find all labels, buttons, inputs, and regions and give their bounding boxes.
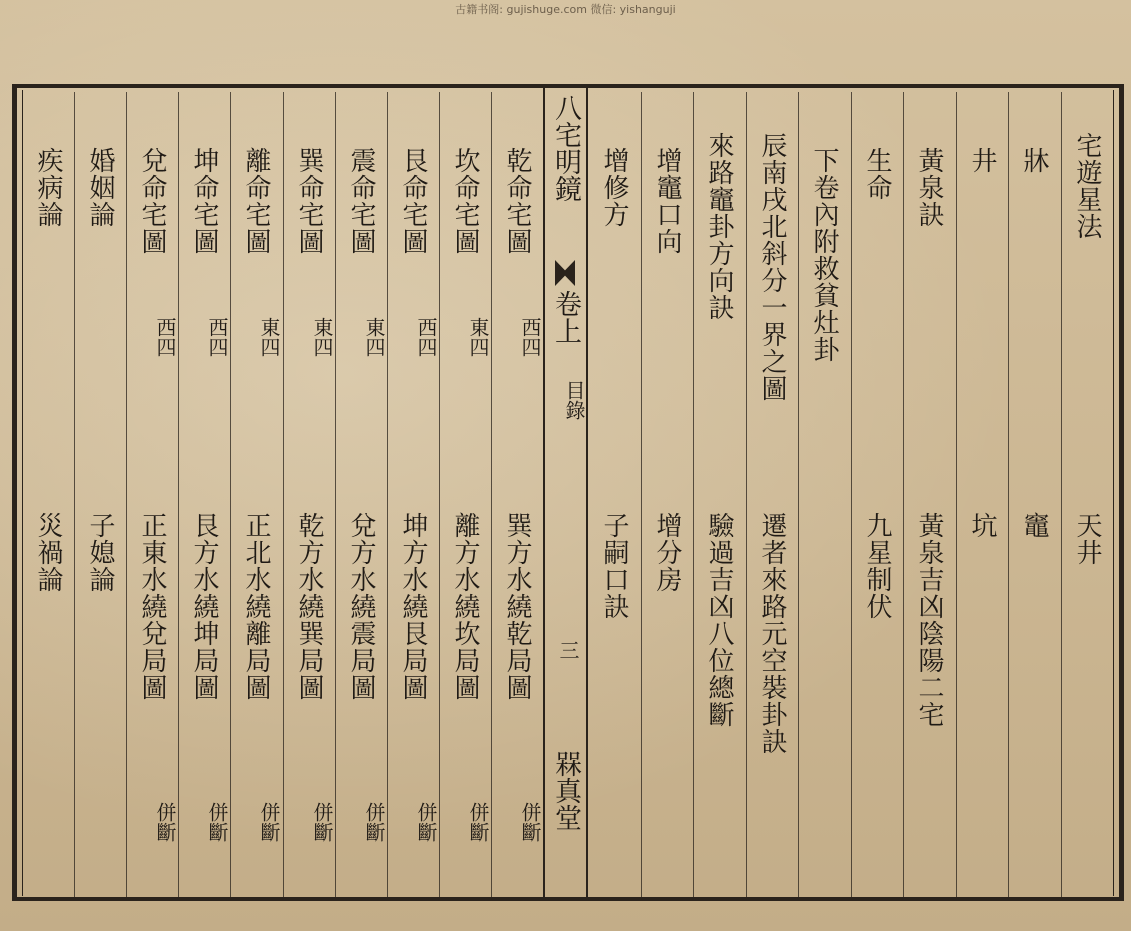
frame-right-border xyxy=(1119,84,1124,901)
text-column xyxy=(283,92,335,898)
entry-upper: 婚姻論 xyxy=(85,147,115,228)
text-column xyxy=(230,92,282,898)
entry-upper: 乾命宅圖 xyxy=(502,147,532,255)
direction-tag: 東四 xyxy=(466,317,490,357)
direction-tag: 西四 xyxy=(414,317,438,357)
text-column xyxy=(588,92,641,898)
note-tag: 併斷 xyxy=(257,802,281,842)
text-column xyxy=(335,92,387,898)
entry-lower: 驗過吉凶八位總斷 xyxy=(704,512,734,728)
text-column xyxy=(1008,92,1061,898)
entry-lower: 艮方水繞坤局圖 xyxy=(189,512,219,701)
entry-upper: 來路竈卦方向訣 xyxy=(704,132,734,321)
volume-label: 卷上 xyxy=(550,290,581,344)
page-number: 三 xyxy=(556,640,580,660)
text-column xyxy=(178,92,230,898)
text-column xyxy=(903,92,956,898)
text-column xyxy=(693,92,746,898)
entry-lower: 子嗣口訣 xyxy=(599,512,629,620)
note-tag: 併斷 xyxy=(518,802,542,842)
entry-upper: 辰南戌北斜分一界之圖 xyxy=(757,132,787,402)
publisher-mark: 槑真堂 xyxy=(550,750,581,831)
section-label: 目錄 xyxy=(562,380,586,420)
text-column xyxy=(439,92,491,898)
entry-lower: 九星制伏 xyxy=(862,512,892,620)
direction-tag: 東四 xyxy=(362,317,386,357)
entry-lower: 離方水繞坎局圖 xyxy=(450,512,480,701)
entry-lower: 竈 xyxy=(1019,512,1049,539)
fishtail-mark xyxy=(555,260,575,286)
entry-lower: 正東水繞兌局圖 xyxy=(137,512,167,701)
text-column xyxy=(746,92,799,898)
center-fold xyxy=(545,88,586,897)
entry-lower: 兌方水繞震局圖 xyxy=(346,512,376,701)
note-tag: 併斷 xyxy=(466,802,490,842)
entry-lower: 正北水繞離局圖 xyxy=(241,512,271,701)
entry-upper: 井 xyxy=(967,147,997,174)
entry-lower: 黃泉吉凶陰陽二宅 xyxy=(914,512,944,728)
entry-lower: 巽方水繞乾局圖 xyxy=(502,512,532,701)
text-column xyxy=(956,92,1009,898)
note-tag: 併斷 xyxy=(310,802,334,842)
text-column xyxy=(22,92,74,898)
direction-tag: 西四 xyxy=(153,317,177,357)
frame-left-border xyxy=(12,84,17,901)
text-column xyxy=(851,92,904,898)
note-tag: 併斷 xyxy=(205,802,229,842)
note-tag: 併斷 xyxy=(414,802,438,842)
entry-lower: 災禍論 xyxy=(33,512,63,593)
entry-upper: 黃泉訣 xyxy=(914,147,944,228)
text-column xyxy=(798,92,851,898)
entry-upper: 兌命宅圖 xyxy=(137,147,167,255)
text-column xyxy=(641,92,694,898)
entry-upper: 下卷內附救貧灶卦 xyxy=(809,147,839,363)
direction-tag: 東四 xyxy=(310,317,334,357)
entry-lower: 乾方水繞巽局圖 xyxy=(294,512,324,701)
watermark-text: 古籍书阁: gujishuge.com 微信: yishanguji xyxy=(455,3,676,16)
entry-upper: 坎命宅圖 xyxy=(450,147,480,255)
direction-tag: 西四 xyxy=(518,317,542,357)
entry-upper: 宅遊星法 xyxy=(1072,132,1102,240)
text-column xyxy=(126,92,178,898)
entry-upper: 離命宅圖 xyxy=(241,147,271,255)
entry-upper: 震命宅圖 xyxy=(346,147,376,255)
direction-tag: 東四 xyxy=(257,317,281,357)
note-tag: 併斷 xyxy=(362,802,386,842)
text-column xyxy=(74,92,126,898)
entry-upper: 增竈口向 xyxy=(652,147,682,255)
entry-lower: 坤方水繞艮局圖 xyxy=(398,512,428,701)
entry-lower: 增分房 xyxy=(652,512,682,593)
entry-upper: 坤命宅圖 xyxy=(189,147,219,255)
text-column xyxy=(491,92,543,898)
entry-lower: 坑 xyxy=(967,512,997,539)
note-tag: 併斷 xyxy=(153,802,177,842)
text-column xyxy=(387,92,439,898)
entry-upper: 疾病論 xyxy=(33,147,63,228)
entry-upper: 增修方 xyxy=(599,147,629,228)
entry-upper: 艮命宅圖 xyxy=(398,147,428,255)
entry-upper: 巽命宅圖 xyxy=(294,147,324,255)
entry-upper: 牀 xyxy=(1019,147,1049,174)
entry-lower: 天井 xyxy=(1072,512,1102,566)
entry-lower: 遷者來路元空裝卦訣 xyxy=(757,512,787,755)
entry-lower: 子媳論 xyxy=(85,512,115,593)
book-title: 八宅明鏡 xyxy=(550,94,581,202)
entry-upper: 生命 xyxy=(862,147,892,201)
text-column xyxy=(1061,92,1114,898)
direction-tag: 西四 xyxy=(205,317,229,357)
